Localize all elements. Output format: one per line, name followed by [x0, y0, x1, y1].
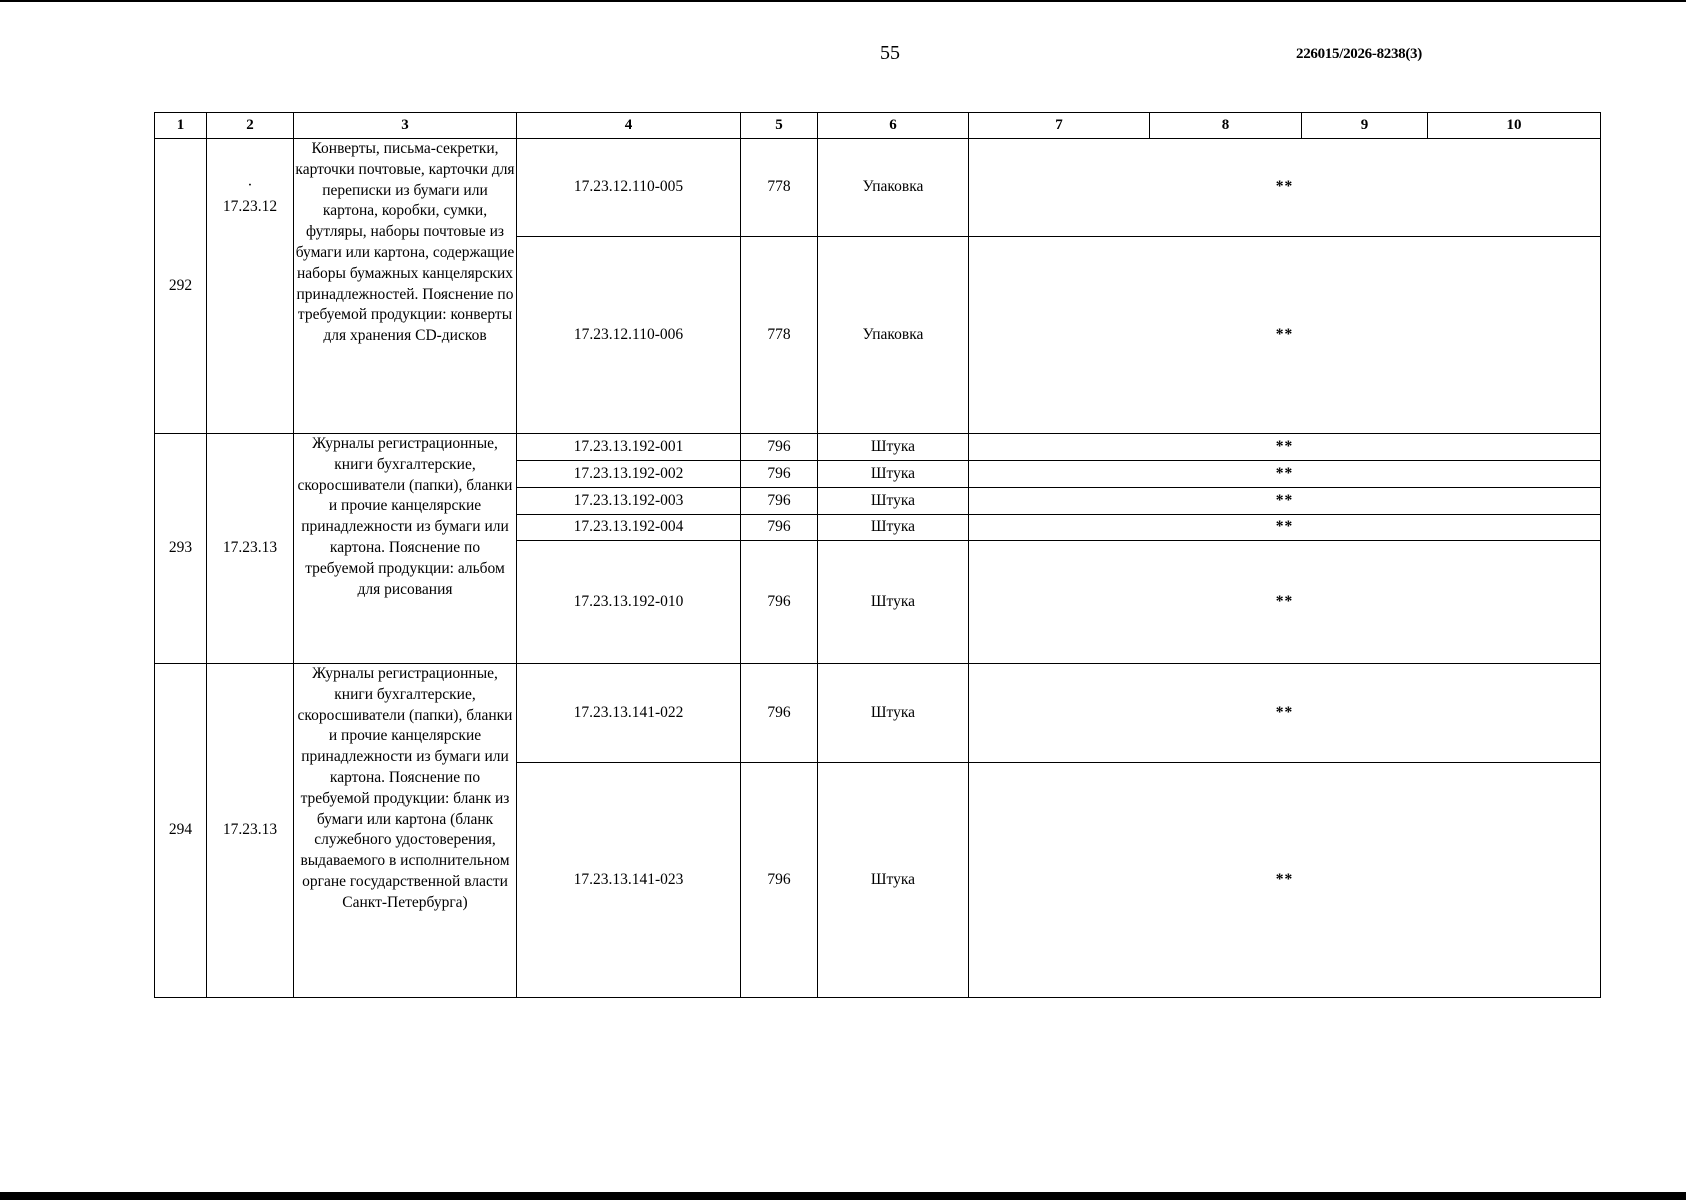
unit-name: Штука [818, 763, 969, 998]
table-row [155, 434, 1601, 461]
row-number: 293 [155, 434, 207, 664]
ktru-code: 17.23.13.192-004 [517, 515, 741, 541]
unit-name: Штука [818, 461, 969, 488]
unit-name: Упаковка [818, 237, 969, 434]
okei-code: 796 [741, 541, 818, 664]
document-number: 226015/2026-8238(3) [1296, 46, 1422, 62]
okei-code: 796 [741, 664, 818, 763]
product-description-text: Журналы регистрационные, книги бухгалтерские, скоросшиватели (папки), бланки и прочие канцелярские принадлежности из бумаги или картона. Пояснение по требуемой продукции: бланк из бумаги или картона (бланк служебного удостоверения, выдаваемого в исполнительном органе государственной власти Санкт-Петербурга) [297, 665, 513, 911]
note-cell: ** [969, 664, 1601, 763]
okei-code: 796 [741, 488, 818, 515]
okei-code: 796 [741, 515, 818, 541]
note-cell: ** [969, 515, 1601, 541]
note-cell: ** [969, 237, 1601, 434]
unit-name: Штука [818, 541, 969, 664]
okei-code: 796 [741, 434, 818, 461]
header-row [155, 113, 1601, 139]
product-description-text: Конверты, письма-секретки, карточки почтовые, карточки для переписки из бумаги или картона, коробки, сумки, футляры, наборы почтовые из бумаги или картона, содержащие наборы бумажных канцелярских принадлежностей. Пояснение по требуемой продукции: конверты для хранения CD-дисков [295, 140, 515, 345]
product-description [294, 664, 517, 998]
okpd-code-text: 17.23.12 [222, 197, 278, 215]
code-mark: · [247, 177, 253, 194]
note-cell: ** [969, 488, 1601, 515]
table-row [155, 139, 1601, 237]
unit-name: Упаковка [818, 139, 969, 237]
unit-name: Штука [818, 515, 969, 541]
product-description [294, 139, 517, 434]
note-cell: ** [969, 541, 1601, 664]
okpd-code: 17.23.13 [207, 664, 294, 998]
ktru-code: 17.23.13.141-022 [517, 664, 741, 763]
note-cell: ** [969, 461, 1601, 488]
note-cell: ** [969, 139, 1601, 237]
note-cell: ** [969, 434, 1601, 461]
ktru-code: 17.23.13.192-003 [517, 488, 741, 515]
ktru-code: 17.23.12.110-005 [517, 139, 741, 237]
okei-code: 796 [741, 763, 818, 998]
unit-name: Штука [818, 488, 969, 515]
product-description-text: Журналы регистрационные, книги бухгалтерские, скоросшиватели (папки), бланки и прочие канцелярские принадлежности из бумаги или картона. Пояснение по требуемой продукции: альбом для рисования [297, 435, 513, 598]
row-number: 294 [155, 664, 207, 998]
ktru-code: 17.23.13.192-001 [517, 434, 741, 461]
column-header: 1 [155, 113, 207, 139]
okpd-code [207, 139, 294, 434]
ktru-code: 17.23.13.192-010 [517, 541, 741, 664]
unit-name: Штука [818, 664, 969, 763]
ktru-code: 17.23.13.141-023 [517, 763, 741, 998]
note-cell: ** [969, 763, 1601, 998]
page-number: 55 [880, 42, 900, 64]
column-header: 6 [818, 113, 969, 139]
column-header: 5 [741, 113, 818, 139]
products-table [154, 112, 1601, 998]
ktru-code: 17.23.12.110-006 [517, 237, 741, 434]
ktru-code: 17.23.13.192-002 [517, 461, 741, 488]
column-header: 7 [969, 113, 1150, 139]
unit-name: Штука [818, 434, 969, 461]
column-header: 9 [1302, 113, 1428, 139]
okei-code: 778 [741, 139, 818, 237]
table-row [155, 664, 1601, 763]
okei-code: 796 [741, 461, 818, 488]
product-description [294, 434, 517, 664]
column-header: 4 [517, 113, 741, 139]
column-header: 3 [294, 113, 517, 139]
okpd-code: 17.23.13 [207, 434, 294, 664]
column-header: 8 [1150, 113, 1302, 139]
okei-code: 778 [741, 237, 818, 434]
column-header: 10 [1428, 113, 1601, 139]
row-number: 292 [155, 139, 207, 434]
column-header: 2 [207, 113, 294, 139]
